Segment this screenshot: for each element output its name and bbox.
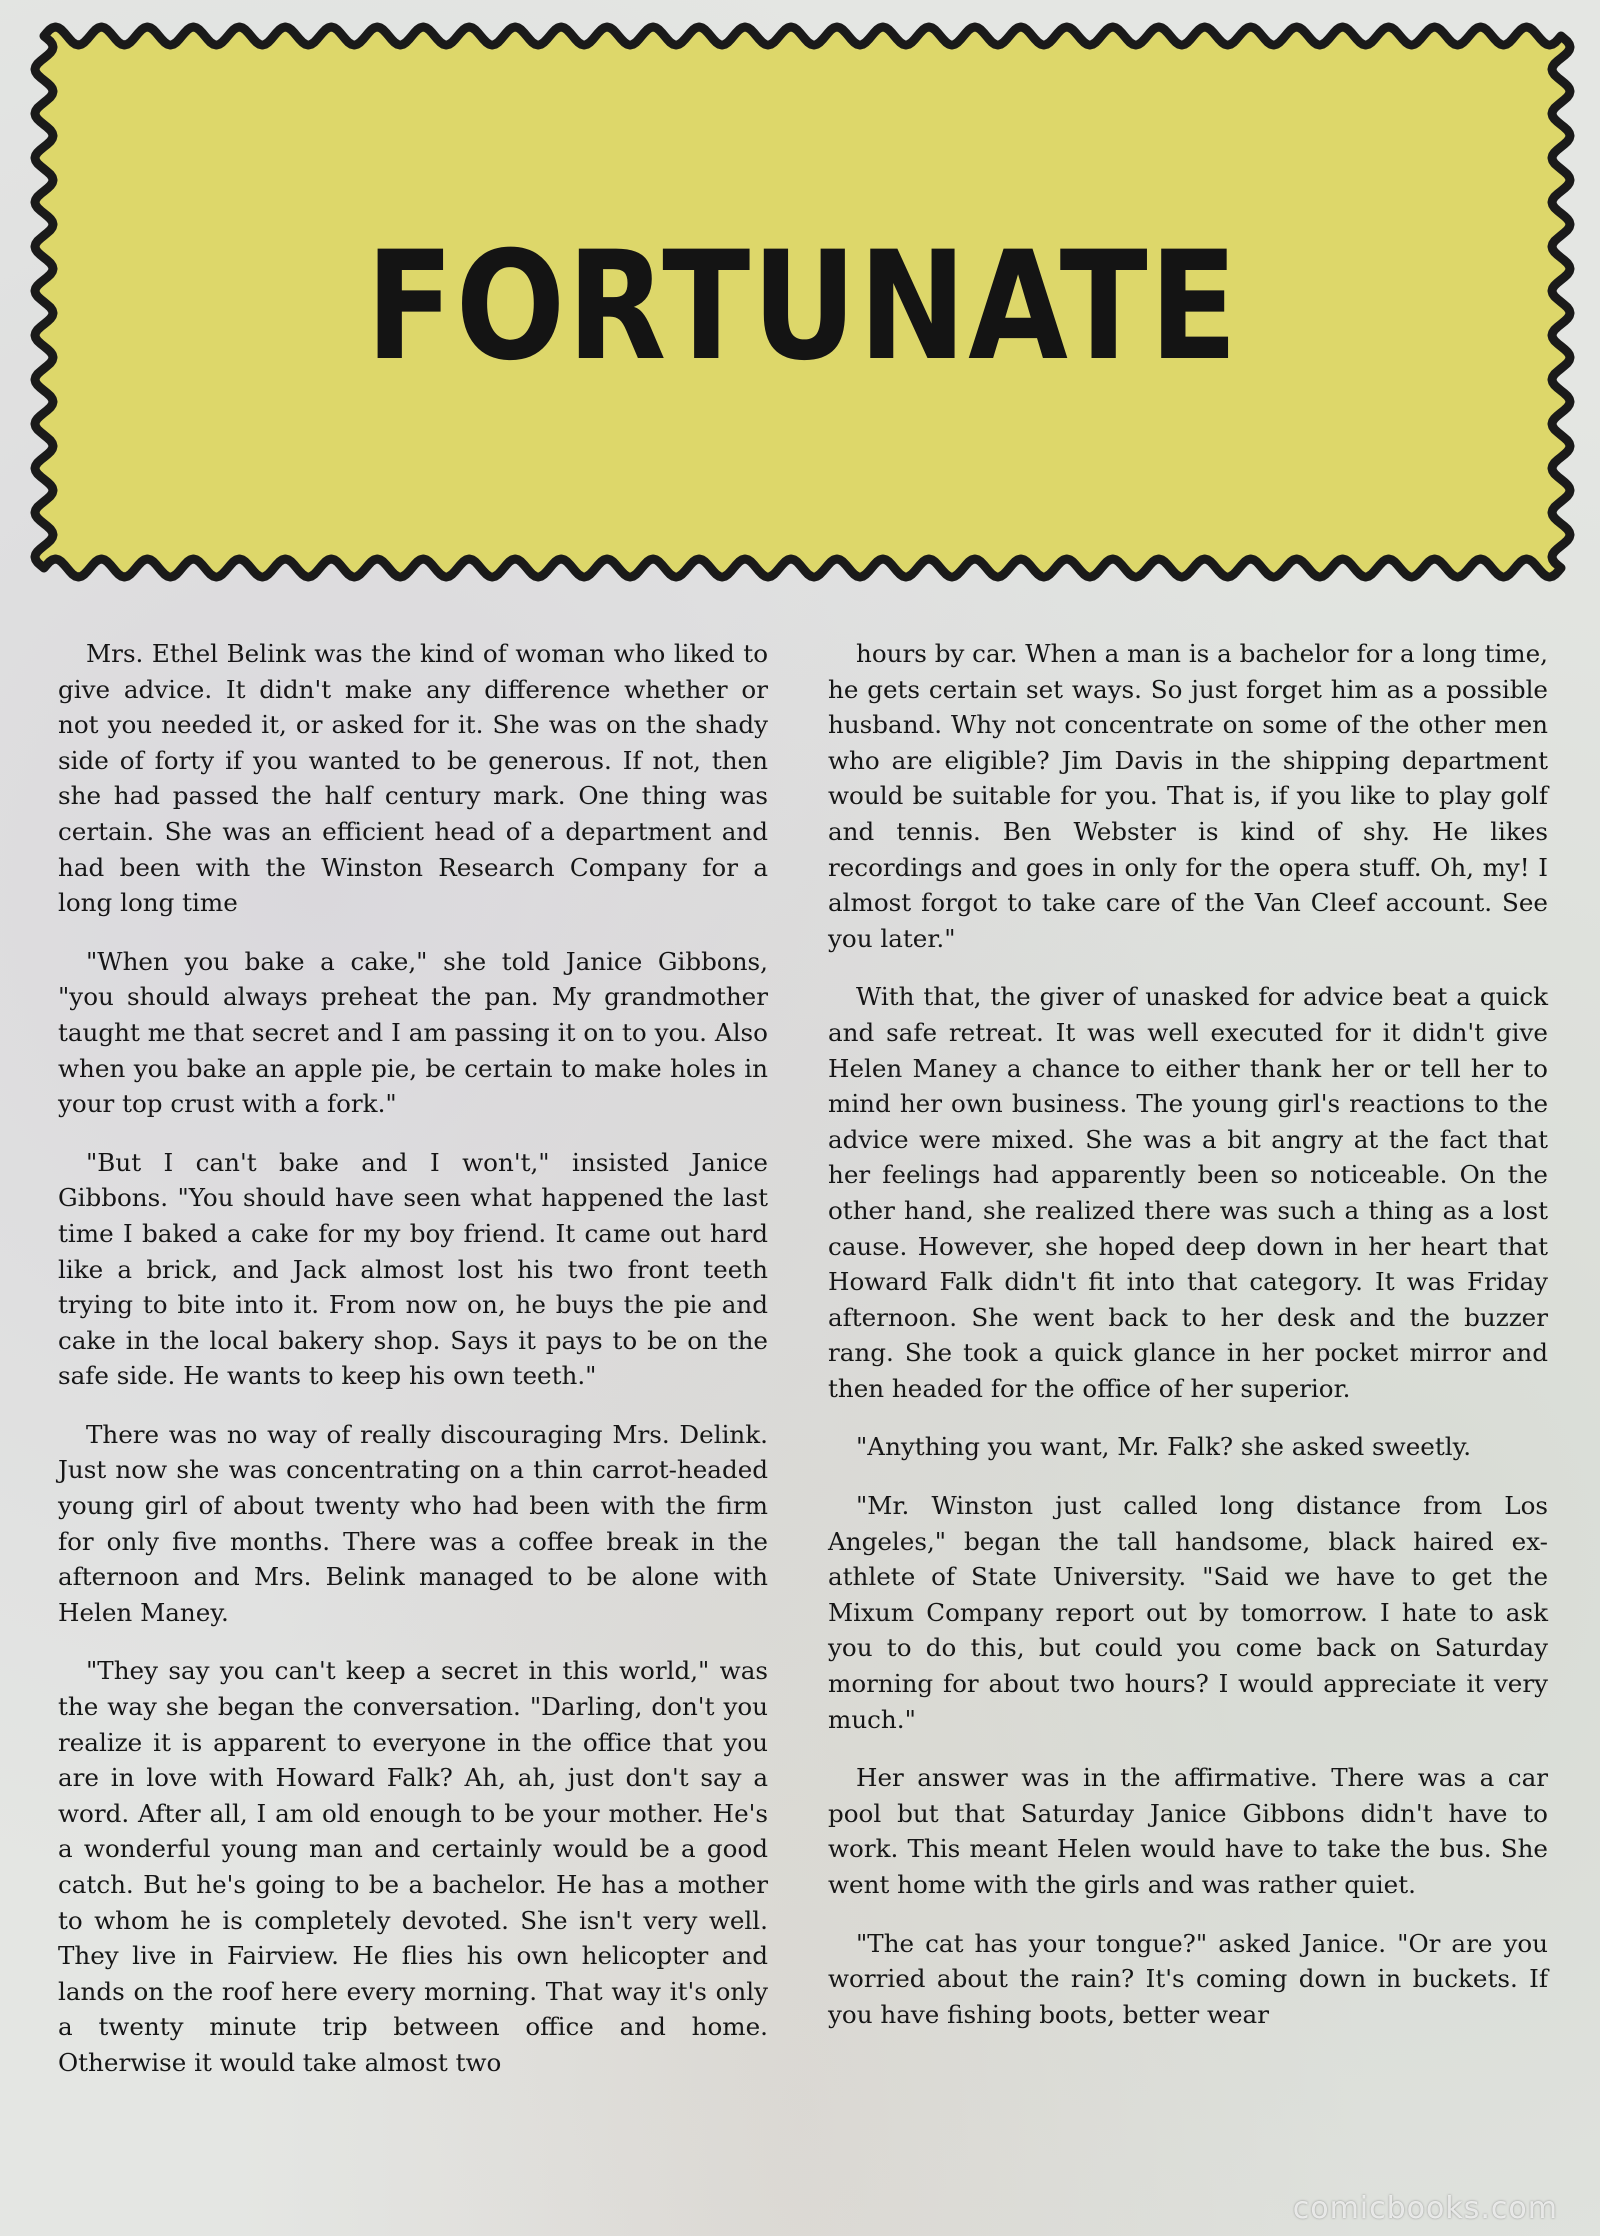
watermark: comicbooks.com <box>1292 2191 1558 2226</box>
story-paragraph: There was no way of really discouraging Mrs. Delink. Just now she was concentrating on a thin carrot-headed young girl of about twenty who had been with the firm for only five months. There was a coffee break in the afternoon and Mrs. Belink managed to be alone with Helen Maney. <box>58 1419 768 1627</box>
story-title: FORTUNATE <box>365 220 1240 394</box>
title-panel <box>30 22 1575 582</box>
story-paragraph: "The cat has your tongue?" asked Janice. "Or are you worried about the rain? It's coming down in buckets. If you have fishing boots, better wear <box>828 1928 1548 2029</box>
story-paragraph: "But I can't bake and I won't," insisted Janice Gibbons. "You should have seen what happened the last time I baked a cake for my boy friend. It came out hard like a brick, and Jack almost lost his two front teeth trying to bite into it. From now on, he buys the pie and cake in the local bakery shop. Says it pays to be on the safe side. He wants to keep his own teeth." <box>58 1147 768 1391</box>
story-column-left <box>58 636 768 2081</box>
story-paragraph: "They say you can't keep a secret in this world," was the way she began the conversation. "Darling, don't you realize it is apparent to everyone in the office that you are in love with Howard Falk? Ah, ah, just don't say a word. After all, I am old enough to be your mother. He's a wonderful young man and certainly would be a good catch. But he's going to be a bachelor. He has a mother to whom he is completely devoted. She isn't very well. They live in Fairview. He flies his own helicopter and lands on the roof here every morning. That way it's only a twenty minute trip between office and home. Otherwise it would take almost two <box>58 1656 768 2077</box>
story-paragraph: "Mr. Winston just called long distance from Los Angeles," began the tall handsome, black haired ex-athlete of State University. "Said we have to get the Mixum Company report out by tomorrow. I hate to ask you to do this, but could you come back on Saturday morning for about two hours? I would appreciate it very much." <box>828 1491 1548 1734</box>
story-paragraph: hours by car. When a man is a bachelor for a long time, he gets certain set ways. So just forget him as a possible husband. Why not concentrate on some of the other men who are eligible? Jim Davis in the shipping department would be suitable for you. That is, if you like to play golf and tennis. Ben Webster is kind of shy. He likes recordings and goes in only for the opera stuff. Oh, my! I almost forgot to take care of the Van Cleef account. See you later." <box>828 639 1548 953</box>
story-column-right <box>828 636 1548 2032</box>
story-paragraph: "Anything you want, Mr. Falk? she asked sweetly. <box>856 1432 1472 1462</box>
story-paragraph: "When you bake a cake," she told Janice Gibbons, "you should always preheat the pan. My grandmother taught me that secret and I am passing it on to you. Also when you bake an apple pie, be certain to make holes in your top crust with a fork." <box>58 946 768 1119</box>
story-paragraph: With that, the giver of unasked for advice beat a quick and safe retreat. It was well executed for it didn't give Helen Maney a chance to either thank her or tell her to mind her own business. The young girl's reactions to the advice were mixed. She was a bit angry at the fact that her feelings had apparently been so noticeable. On the other hand, she realized there was such a thing as a lost cause. However, she hoped deep down in her heart that Howard Falk didn't fit into that category. It was Friday afternoon. She went back to her desk and the buzzer rang. She took a quick glance in her pocket mirror and then headed for the office of her superior. <box>828 982 1548 1403</box>
story-paragraph: Mrs. Ethel Belink was the kind of woman who liked to give advice. It didn't make any difference whether or not you needed it, or asked for it. She was on the shady side of forty if you wanted to be generous. If not, then she had passed the half century mark. One thing was certain. She was an efficient head of a department and had been with the Winston Research Company for a long long time <box>58 639 768 918</box>
story-paragraph: Her answer was in the affirmative. There was a car pool but that Saturday Janice Gibbons didn't have to work. This meant Helen would have to take the bus. She went home with the girls and was rather quiet. <box>828 1763 1548 1899</box>
